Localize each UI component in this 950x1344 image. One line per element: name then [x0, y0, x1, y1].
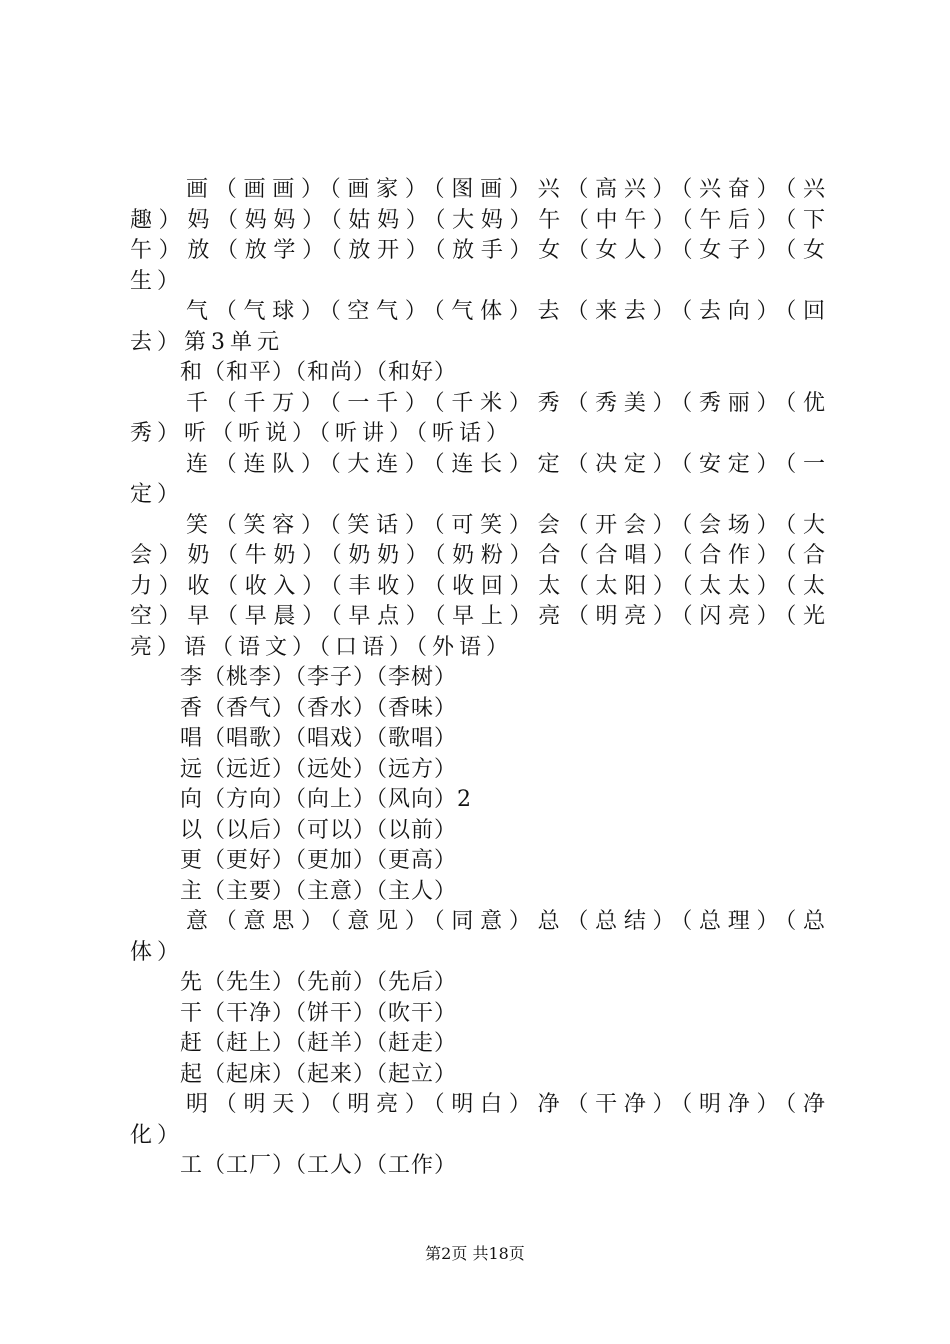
- paragraph: 气（气球）（空气）（气体）去（来去）（去向）（回去）第3单元: [130, 299, 830, 355]
- paragraph: 以（以后）（可以）（以前）: [180, 817, 458, 843]
- paragraph: 远（远近）（远处）（远方）: [180, 756, 458, 782]
- paragraph: 更（更好）（更加）（更高）: [180, 848, 458, 873]
- paragraph: 干（干净）（饼干）（吹干）: [180, 1000, 458, 1026]
- paragraph: 千（千万）（一千）（千米）秀（秀美）（秀丽）（优秀）听（听说）（听讲）（听话）: [130, 390, 830, 446]
- paragraph: 和（和平）（和尚）（和好）: [180, 360, 458, 385]
- document-body: [130, 175, 830, 1182]
- paragraph: 笑（笑容）（笑话）（可笑）会（开会）（会场）（大会）奶（牛奶）（奶奶）（奶粉）合（合唱）（合作）（合力）收（收入）（丰收）（收回）太（太阳）（太太）（太空）早（早晨）（早点）（早上）亮（明亮）（闪亮）（光亮）语（语文）（口语）（外语）: [130, 512, 830, 660]
- paragraph: 先（先生）（先前）（先后）: [180, 970, 458, 995]
- paragraph: 主（主要）（主意）（主人）: [180, 878, 458, 904]
- paragraph: 赶（赶上）（赶羊）（赶走）: [180, 1031, 458, 1056]
- paragraph: 起（起床）（起来）（起立）: [180, 1061, 458, 1087]
- paragraph: 向（方向）（向上）（风向）2: [180, 787, 472, 812]
- paragraph: 意（意思）（意见）（同意）总（总结）（总理）（总体）: [130, 909, 830, 965]
- paragraph: 工（工厂）（工人）（工作）: [180, 1153, 458, 1178]
- paragraph: 香（香气）（香水）（香味）: [180, 695, 458, 721]
- paragraph: 李（桃李）（李子）（李树）: [180, 665, 458, 690]
- paragraph: 唱（唱歌）（唱戏）（歌唱）: [180, 726, 458, 751]
- paragraph: 连（连队）（大连）（连长）定（决定）（安定）（一定）: [130, 451, 830, 507]
- paragraph: 画（画画）（画家）（图画）兴（高兴）（兴奋）（兴趣）妈（妈妈）（姑妈）（大妈）午（中午）（午后）（下午）放（放学）（放开）（放手）女（女人）（女子）（女生）: [130, 177, 830, 294]
- paragraph: 明（明天）（明亮）（明白）净（干净）（明净）（净化）: [130, 1092, 830, 1148]
- page-footer: 第2页 共18页: [425, 1244, 525, 1263]
